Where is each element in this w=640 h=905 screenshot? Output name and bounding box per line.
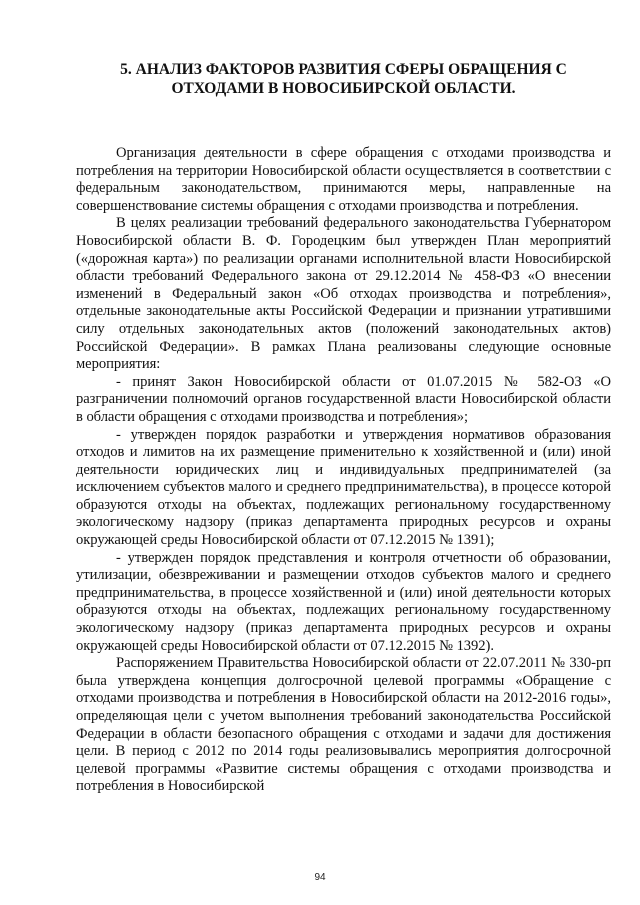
document-page [76,60,611,796]
section-title-line-1: 5. АНАЛИЗ ФАКТОРОВ РАЗВИТИЯ СФЕРЫ ОБРАЩЕНИЯ С [120,61,567,78]
page-number: 94 [314,872,326,883]
paragraph-intro: Организация деятельности в сфере обращения с отходами производства и потребления на территории Новосибирской области осуществляется в соответствии с федеральным законодательством, принимаются меры, направленные на совершенствование системы обращения с отходами производства и потребления. [76,145,611,214]
paragraph-roadmap: В целях реализации требований федерального законодательства Губернатором Новосибирской области В. Ф. Городецким был утвержден План мероприятий («дорожная карта») по реализации органами исполнительной власти Новосибирской области требований Федерального закона от 29.12.2014 № 458-ФЗ «О внесении изменений в Федеральный закон «Об отходах производства и потребления», отдельные законодательные акты Российской Федерации и признании утратившими силу отдельных законодательных актов (положений законодательных актов) Российской Федерации». В рамках Плана реализованы следующие основные мероприятия: [76,215,611,373]
section-title [76,60,611,98]
list-item-reporting-order: - утвержден порядок представления и контроля отчетности об образовании, утилизации, обезвреживании и размещении отходов субъектов малого и среднего предпринимательства, в процессе хозяйственной и (или) иной деятельности которых образуются отходы на объектах, подлежащих региональному государственному экологическому надзору (приказ департамента природных ресурсов и охраны окружающей среды Новосибирской области от 07.12.2015 № 1392). [76,549,611,654]
section-title-line-2: ОТХОДАМИ В НОВОСИБИРСКОЙ ОБЛАСТИ. [171,80,516,97]
paragraph-program: Распоряжением Правительства Новосибирской области от 22.07.2011 № 330-рп была утверждена концепция долгосрочной целевой программы «Обращение с отходами производства и потребления в Новосибирской области на 2012-2016 годы», определяющая цели с учетом выполнения требований законодательства Российской Федерации в области безопасного обращения с отходами и задачи для достижения цели. В период с 2012 по 2014 годы реализовывались мероприятия долгосрочной целевой программы «Развитие системы обращения с отходами производства и потребления в Новосибирской [76,655,611,795]
list-item-law: - принят Закон Новосибирской области от 01.07.2015 № 582-ОЗ «О разграничении полномочий органов государственной власти Новосибирской области в области обращения с отходами производства и потребления»; [76,373,611,425]
list-item-norms-order: - утвержден порядок разработки и утверждения нормативов образования отходов и лимитов на их размещение применительно к хозяйственной и (или) иной деятельности юридических лиц и индивидуальных предпринимателей (за исключением субъектов малого и среднего предпринимательства), в процессе которой образуются отходы на объектах, подлежащих региональному государственному экологическому надзору (приказ департамента природных ресурсов и охраны окружающей среды Новосибирской области от 07.12.2015 № 1391); [76,426,611,549]
